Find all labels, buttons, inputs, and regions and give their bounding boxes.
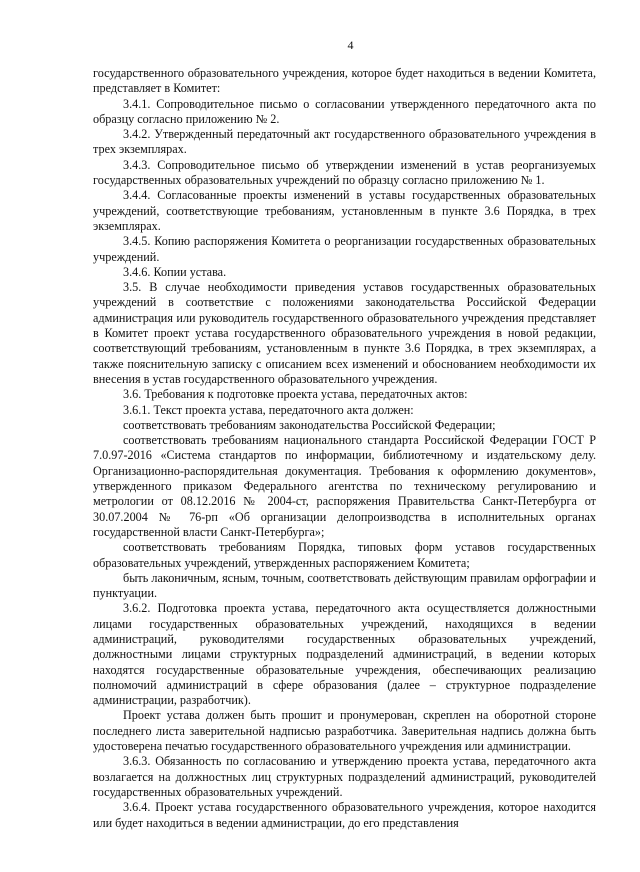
paragraph-p2: 3.4.2. Утвержденный передаточный акт государственного образовательного учреждения в трех экземплярах. (93, 127, 596, 157)
paragraph-p0: государственного образовательного учреждения, которое будет находиться в ведении Комитета, представляет в Комитет: (93, 66, 596, 96)
document-body (93, 66, 596, 831)
paragraph-p14: 3.6.2. Подготовка проекта устава, передаточного акта осуществляется должностными лицами государственных образовательных учреждений, находящихся в ведении администраций, руководителями государственных образовательных учреждений, должностными лицами структурных подразделений администраций, в ведении которых находятся государственные образовательные учреждения, обеспечивающих реализацию полномочий администраций в сфере образования (далее – структурное подразделение администрации, разработчик). (93, 601, 596, 708)
paragraph-p1: 3.4.1. Сопроводительное письмо о согласовании утвержденного передаточного акта по образцу согласно приложению № 2. (93, 96, 596, 126)
paragraph-p5: 3.4.5. Копию распоряжения Комитета о реорганизации государственных образовательных учреждений. (93, 234, 596, 264)
paragraph-p7: 3.5. В случае необходимости приведения уставов государственных образовательных учреждений в соответствие с положениями законодательства Российской Федерации администрация или руководитель государственного образовательного учреждения представляет в Комитет проект устава государственного образовательного учреждения в новой редакции, соответствующий требованиям, установленным в пункте 3.6 Порядка, в трех экземплярах, а также пояснительную записку с описанием всех изменений и обоснованием необходимости их внесения в устав государственного образовательного учреждения. (93, 280, 596, 386)
paragraph-p4: 3.4.4. Согласованные проекты изменений в уставы государственных образовательных учреждений, соответствующие требованиям, установленным в пункте 3.6 Порядка, в трех экземплярах. (93, 188, 596, 233)
paragraph-p11: соответствовать требованиям национального стандарта Российской Федерации ГОСТ Р 7.0.97-2016 «Система стандартов по информации, библиотечному и издательскому делу. Организационно-распорядительная документация. Требования к оформлению документов», утвержденного приказом Федерального агентства по техническому регулированию и метрологии от 08.12.2016 № 2004-ст, распоряжения Правительства Санкт-Петербурга от 30.07.2004 № 76-рп «Об организации делопроизводства в исполнительных органах государственной власти Санкт-Петербурга»; (93, 433, 596, 539)
paragraph-p12: соответствовать требованиям Порядка, типовых форм уставов государственных образовательных учреждений, утвержденных распоряжением Комитета; (93, 540, 596, 570)
page-number: 4 (347, 38, 354, 52)
paragraph-p3: 3.4.3. Сопроводительное письмо об утверждении изменений в устав реорганизуемых государственных образовательных учреждений по образцу согласно приложению № 1. (93, 157, 596, 188)
paragraph-p16: 3.6.3. Обязанность по согласованию и утверждению проекта устава, передаточного акта возлагается на должностных лиц структурных подразделений администраций, руководителей государственных образовательных учреждений. (93, 754, 596, 799)
paragraph-p13: быть лаконичным, ясным, точным, соответствовать действующим правилам орфографии и пунктуации. (93, 570, 596, 601)
paragraph-p17: 3.6.4. Проект устава государственного образовательного учреждения, которое находится или будет находиться в ведении администрации, до его представления (93, 800, 596, 830)
paragraph-p10: соответствовать требованиям законодательства Российской Федерации; (123, 417, 496, 432)
paragraph-p6: 3.4.6. Копии устава. (123, 264, 227, 279)
paragraph-p9: 3.6.1. Текст проекта устава, передаточного акта должен: (123, 402, 414, 417)
paragraph-p15: Проект устава должен быть прошит и пронумерован, скреплен на оборотной стороне последнего листа заверительной надписью разработчика. Заверительная надпись должна быть удостоверена печатью государственного образовательного учреждения или администрации. (93, 708, 596, 754)
paragraph-p8: 3.6. Требования к подготовке проекта устава, передаточных актов: (123, 387, 468, 402)
